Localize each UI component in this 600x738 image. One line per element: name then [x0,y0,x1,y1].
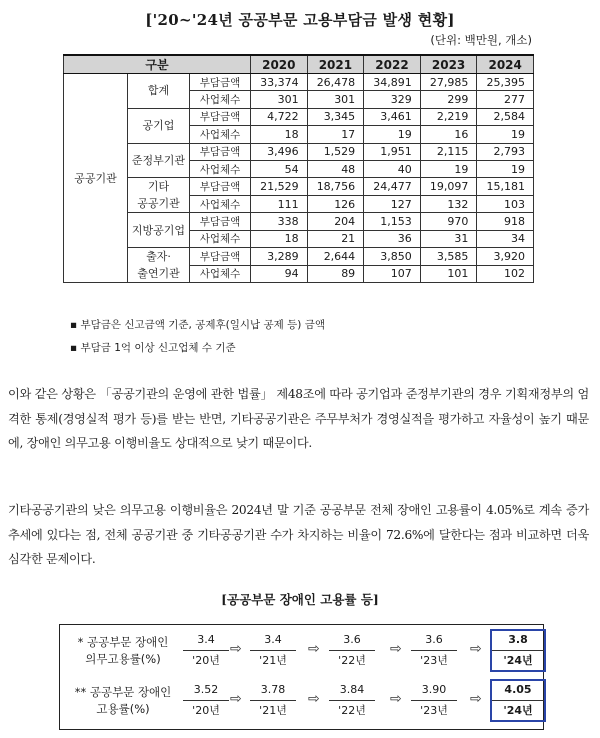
rate-year: '20년 [192,704,220,717]
right-arrow-icon: ⇨ [308,691,320,707]
table-notes [70,317,325,363]
right-arrow-icon: ⇨ [390,641,402,657]
table-cell: 34,891 [364,74,421,91]
rate-year: '20년 [192,654,220,667]
table-cell: 299 [420,91,477,108]
note-item: ▪ 부담금은 신고금액 기준, 공제후(일시납 공제 등) 금액 [70,319,326,331]
amount-label: 부담금액 [190,143,251,160]
table-cell: 127 [364,195,421,213]
table-row [64,108,534,125]
table-cell: 918 [477,213,534,230]
right-arrow-icon: ⇨ [230,691,242,707]
employment-rate-box [59,624,544,730]
right-arrow-icon: ⇨ [308,641,320,657]
table-cell: 204 [307,213,364,230]
group-label: 공공기관 [64,74,128,283]
right-arrow-icon: ⇨ [230,641,242,657]
table-cell: 3,289 [251,248,308,266]
highlighted-rate-cell [490,629,546,672]
rate-year: '24년 [503,654,533,667]
table-cell: 2,644 [307,248,364,266]
table-cell: 27,985 [420,74,477,91]
table-title: ['20~'24년 공공부문 고용부담금 발생 현황] [145,11,455,29]
table-row [64,213,534,230]
table-cell: 101 [420,265,477,283]
table-cell: 21,529 [251,178,308,196]
table-cell: 301 [251,91,308,108]
rate-year: '21년 [259,704,287,717]
category-label: 지방공기업 [128,213,190,248]
right-arrow-icon: ⇨ [470,641,482,657]
rate-cell [411,682,457,719]
header-year: 2023 [420,55,477,74]
table-cell: 126 [307,195,364,213]
table-cell: 3,850 [364,248,421,266]
header-year: 2024 [477,55,534,74]
table-cell: 48 [307,160,364,177]
table-cell: 3,585 [420,248,477,266]
table-cell: 18,756 [307,178,364,196]
rate-year: '24년 [503,704,533,717]
rate-value: 3.78 [250,682,296,701]
table-cell: 329 [364,91,421,108]
table-cell: 132 [420,195,477,213]
table-cell: 19 [477,160,534,177]
table-row [64,143,534,160]
rate-cell [250,682,296,719]
table-cell: 1,951 [364,143,421,160]
right-arrow-icon: ⇨ [470,691,482,707]
category-label: 합계 [128,74,190,109]
amount-label: 부담금액 [190,178,251,196]
rate-year: '22년 [338,704,366,717]
count-label: 사업체수 [190,265,251,283]
table-cell: 107 [364,265,421,283]
count-label: 사업체수 [190,230,251,247]
table-cell: 19,097 [420,178,477,196]
amount-label: 부담금액 [190,213,251,230]
header-year: 2021 [307,55,364,74]
table-cell: 3,920 [477,248,534,266]
rate-cell [329,682,375,719]
table-cell: 16 [420,126,477,143]
table-cell: 24,477 [364,178,421,196]
rate-value: 3.84 [329,682,375,701]
rate-value: 4.05 [492,682,544,701]
table-cell: 301 [307,91,364,108]
table-cell: 17 [307,126,364,143]
table-cell: 1,529 [307,143,364,160]
table-cell: 33,374 [251,74,308,91]
table-cell: 3,496 [251,143,308,160]
table-cell: 19 [477,126,534,143]
table-cell: 19 [364,126,421,143]
rate-cell [329,632,375,669]
rate-cell [183,632,229,669]
table-cell: 36 [364,230,421,247]
table-cell: 18 [251,126,308,143]
table-cell: 31 [420,230,477,247]
table-cell: 4,722 [251,108,308,125]
body-paragraph: 이와 같은 상황은 「공공기관의 운영에 관한 법률」 제48조에 따라 공기업과 준정부기관의 경우 기획재정부의 엄격한 통제(경영실적 평가 등)를 받는 반면, 기타공공기관은 주무부처가 경영실적을 평가하고 자율성이 높기 때문에, 장애인 의무고용 이행비율도 상대적으로 낮기 때문이다. [8,387,589,450]
table-cell: 3,461 [364,108,421,125]
amount-label: 부담금액 [190,108,251,125]
table-cell: 94 [251,265,308,283]
table-cell: 15,181 [477,178,534,196]
table-cell: 102 [477,265,534,283]
table-cell: 338 [251,213,308,230]
amount-label: 부담금액 [190,248,251,266]
rate-value: 3.6 [411,632,457,651]
table-cell: 2,584 [477,108,534,125]
table-row [64,178,534,196]
rate-year: '22년 [338,654,366,667]
category-label: 공기업 [128,108,190,143]
table-row [64,74,534,91]
rate-row [60,629,543,675]
table-cell: 970 [420,213,477,230]
rate-value: 3.8 [492,632,544,651]
table-cell: 40 [364,160,421,177]
table-cell: 19 [420,160,477,177]
header-year: 2022 [364,55,421,74]
category-label: 기타 공공기관 [128,178,190,213]
table-cell: 277 [477,91,534,108]
header-year: 2020 [251,55,308,74]
burden-table [63,54,534,283]
table-cell: 25,395 [477,74,534,91]
table-header-row [64,55,534,74]
rate-year: '21년 [259,654,287,667]
table-cell: 2,793 [477,143,534,160]
rate-value: 3.6 [329,632,375,651]
rate-cell [183,682,229,719]
rate-value: 3.52 [183,682,229,701]
table-cell: 21 [307,230,364,247]
table-cell: 2,219 [420,108,477,125]
unit-note: (단위: 백만원, 개소) [430,33,532,47]
table-cell: 2,115 [420,143,477,160]
note-item: ▪ 부담금 1억 이상 신고업체 수 기준 [70,342,236,354]
section-title: [공공부문 장애인 고용률 등] [221,592,379,607]
table-cell: 26,478 [307,74,364,91]
rate-row [60,679,543,725]
rate-label: * 공공부문 장애인 의무고용률(%) [77,635,169,666]
header-category: 구분 [64,55,251,74]
count-label: 사업체수 [190,126,251,143]
rate-value: 3.4 [250,632,296,651]
rate-cell [250,632,296,669]
rate-value: 3.90 [411,682,457,701]
category-label: 출자· 출연기관 [128,248,190,283]
rate-year: '23년 [420,704,448,717]
table-row [64,248,534,266]
table-cell: 111 [251,195,308,213]
table-cell: 34 [477,230,534,247]
table-cell: 103 [477,195,534,213]
count-label: 사업체수 [190,160,251,177]
table-cell: 1,153 [364,213,421,230]
count-label: 사업체수 [190,91,251,108]
count-label: 사업체수 [190,195,251,213]
body-paragraph: 기타공공기관의 낮은 의무고용 이행비율은 2024년 말 기준 공공부문 전체 장애인 고용률이 4.05%로 계속 증가 추세에 있다는 점, 전체 공공기관 중 기타공공기관 수가 차지하는 비율이 72.6%에 달한다는 점과 비교하면 더욱 심각한 문제이다. [8,503,589,566]
table-cell: 18 [251,230,308,247]
rate-value: 3.4 [183,632,229,651]
rate-label: ** 공공부문 장애인 고용률(%) [74,685,172,716]
table-cell: 3,345 [307,108,364,125]
table-cell: 89 [307,265,364,283]
right-arrow-icon: ⇨ [390,691,402,707]
category-label: 준정부기관 [128,143,190,178]
amount-label: 부담금액 [190,74,251,91]
rate-cell [411,632,457,669]
table-cell: 54 [251,160,308,177]
highlighted-rate-cell [490,679,546,722]
rate-year: '23년 [420,654,448,667]
